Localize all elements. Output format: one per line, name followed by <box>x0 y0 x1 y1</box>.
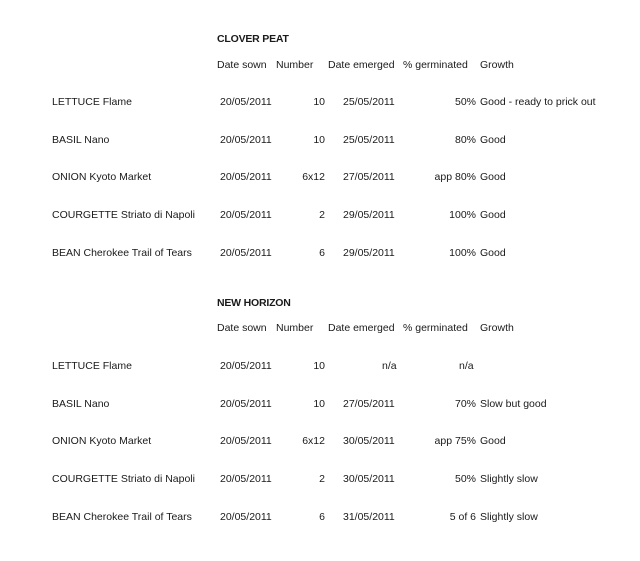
header-growth: Growth <box>480 322 514 334</box>
cell-number: 6 <box>319 247 325 259</box>
table-row <box>0 171 640 185</box>
cell-date-sown: 20/05/2011 <box>220 134 272 146</box>
cell-number: 2 <box>319 209 325 221</box>
cell-date-sown: 20/05/2011 <box>220 435 272 447</box>
cell-plant: BASIL Nano <box>52 398 110 410</box>
cell-plant: ONION Kyoto Market <box>52 171 152 183</box>
cell-number: 10 <box>313 134 325 146</box>
cell-growth: Slow but good <box>480 398 547 410</box>
cell-number: 6 <box>319 511 325 523</box>
cell-number: 10 <box>313 96 325 108</box>
cell-plant: LETTUCE Flame <box>52 96 132 108</box>
section-title: NEW HORIZON <box>217 297 291 309</box>
header-growth: Growth <box>480 59 514 71</box>
header-date-emerged: Date emerged <box>328 322 395 334</box>
cell-date-emerged: 30/05/2011 <box>343 435 395 447</box>
cell-date-emerged: 27/05/2011 <box>343 398 395 410</box>
cell-plant: ONION Kyoto Market <box>52 435 152 447</box>
table-row <box>0 247 640 261</box>
table-row <box>0 511 640 525</box>
cell-plant: COURGETTE Striato di Napoli <box>52 209 195 221</box>
cell-growth: Good <box>480 247 506 259</box>
cell-germinated: 70% <box>454 398 476 410</box>
cell-germinated: 50% <box>454 473 476 485</box>
cell-number: 10 <box>313 398 325 410</box>
cell-germinated: 50% <box>454 96 476 108</box>
section-title: CLOVER PEAT <box>217 33 289 45</box>
header-germinated: % germinated <box>403 322 468 334</box>
table-row <box>0 435 640 449</box>
cell-germinated: app 80% <box>434 171 476 183</box>
header-date-emerged: Date emerged <box>328 59 395 71</box>
cell-date-emerged: 31/05/2011 <box>343 511 395 523</box>
cell-date-emerged: n/a <box>382 360 397 372</box>
cell-plant: BASIL Nano <box>52 134 110 146</box>
cell-plant: COURGETTE Striato di Napoli <box>52 473 195 485</box>
cell-plant: BEAN Cherokee Trail of Tears <box>52 247 192 259</box>
cell-date-emerged: 30/05/2011 <box>343 473 395 485</box>
cell-number: 10 <box>313 360 325 372</box>
cell-germinated: 100% <box>449 209 476 221</box>
cell-date-sown: 20/05/2011 <box>220 398 272 410</box>
header-number: Number <box>276 322 314 334</box>
header-germinated: % germinated <box>403 59 468 71</box>
cell-date-emerged: 27/05/2011 <box>343 171 395 183</box>
cell-plant: BEAN Cherokee Trail of Tears <box>52 511 192 523</box>
table-row <box>0 473 640 487</box>
cell-germinated: app 75% <box>434 435 476 447</box>
table-row <box>0 96 640 110</box>
header-date-sown: Date sown <box>217 322 267 334</box>
cell-date-sown: 20/05/2011 <box>220 360 272 372</box>
cell-date-emerged: 25/05/2011 <box>343 134 395 146</box>
header-number: Number <box>276 59 314 71</box>
cell-germinated: 100% <box>449 247 476 259</box>
cell-germinated: 5 of 6 <box>449 511 476 523</box>
header-date-sown: Date sown <box>217 59 267 71</box>
cell-growth: Good <box>480 435 506 447</box>
cell-growth: Slightly slow <box>480 473 538 485</box>
cell-date-emerged: 25/05/2011 <box>343 96 395 108</box>
cell-growth: Good <box>480 134 506 146</box>
cell-plant: LETTUCE Flame <box>52 360 132 372</box>
table-row <box>0 209 640 223</box>
cell-date-emerged: 29/05/2011 <box>343 209 395 221</box>
cell-number: 2 <box>319 473 325 485</box>
cell-date-sown: 20/05/2011 <box>220 96 272 108</box>
table-row <box>0 360 640 374</box>
cell-date-sown: 20/05/2011 <box>220 511 272 523</box>
cell-date-sown: 20/05/2011 <box>220 473 272 485</box>
table-row <box>0 134 640 148</box>
cell-growth: Good <box>480 209 506 221</box>
cell-germinated: 80% <box>454 134 476 146</box>
cell-date-sown: 20/05/2011 <box>220 247 272 259</box>
cell-number: 6x12 <box>302 435 325 447</box>
cell-number: 6x12 <box>302 171 325 183</box>
cell-date-sown: 20/05/2011 <box>220 209 272 221</box>
cell-date-emerged: 29/05/2011 <box>343 247 395 259</box>
table-row <box>0 398 640 412</box>
cell-germinated: n/a <box>459 360 474 372</box>
cell-growth: Good - ready to prick out <box>480 96 596 108</box>
cell-date-sown: 20/05/2011 <box>220 171 272 183</box>
cell-growth: Slightly slow <box>480 511 538 523</box>
cell-growth: Good <box>480 171 506 183</box>
